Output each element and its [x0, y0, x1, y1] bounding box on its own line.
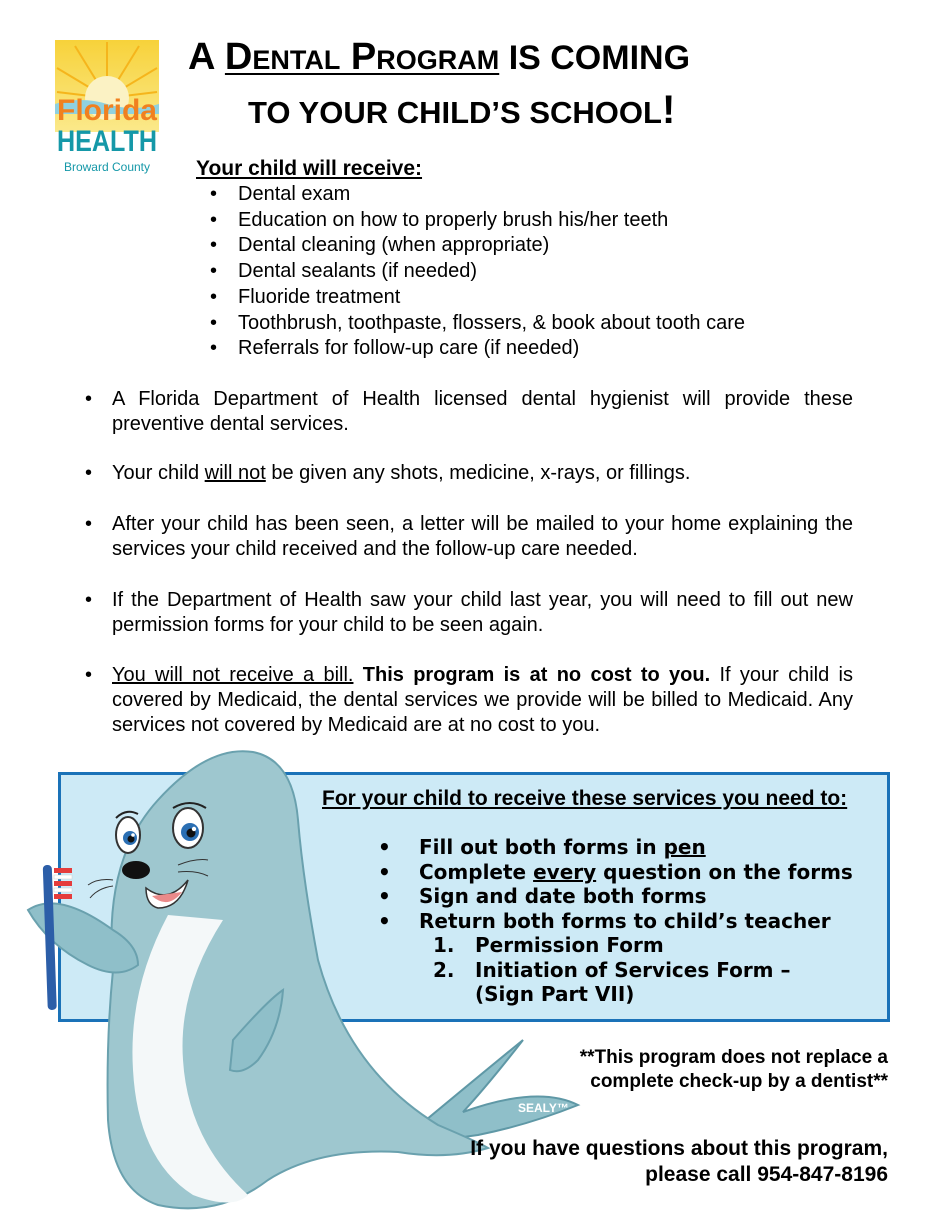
sealy-label: SEALY™: [518, 1101, 569, 1115]
title-a: A: [188, 36, 216, 78]
info-last-year: [85, 588, 853, 638]
instructions-heading: For your child to receive these services you need to:: [322, 787, 848, 810]
list-item: • Referrals for follow-up care (if needed): [210, 336, 745, 362]
contact-line: If you have questions about this program,: [470, 1137, 888, 1160]
step-text: question on the forms: [596, 859, 853, 884]
step-text: Fill out both forms in: [419, 835, 664, 859]
disclaimer-note: [580, 1046, 888, 1094]
info-no-bill: [85, 663, 853, 738]
form-number: 1.: [433, 933, 455, 957]
step-every: every: [533, 859, 597, 884]
info-text: [112, 663, 853, 738]
info-no-bill-underlined: You will not receive a bill.: [112, 664, 354, 686]
list-item: • Fluoride treatment: [210, 285, 745, 311]
info-text-part: Your child: [112, 462, 205, 484]
bullet-icon: •: [85, 589, 93, 611]
info-letter: [85, 512, 853, 562]
form-note: (Sign Part VII): [475, 982, 635, 1007]
step-item: • Sign and date both forms: [378, 884, 853, 909]
form-name: Initiation of Services Form –: [475, 957, 791, 982]
title-is-coming: IS COMING: [508, 39, 691, 77]
list-item: • Dental cleaning (when appropriate): [210, 233, 745, 259]
florida-health-logo: [55, 40, 159, 176]
form-number: 2.: [433, 957, 455, 982]
seal-nose: [122, 861, 150, 879]
receive-heading: Your child will receive:: [196, 157, 423, 180]
note-line: complete check-up by a dentist**: [590, 1071, 888, 1092]
info-text: If the Department of Health saw your child last year, you will need to fill out new permission forms for your child to be seen again.: [112, 589, 853, 636]
contact-info: [470, 1136, 888, 1188]
logo-word-florida: Florida: [57, 94, 158, 127]
list-item: • Education on how to properly brush his/her teeth: [210, 208, 745, 234]
info-text-part: If your child is covered by Medicaid, the dental services we provide will be billed to Medicaid. Any services not covered by Medicaid are at no cost to you.: [112, 664, 853, 736]
list-item: • Dental sealants (if needed): [210, 259, 745, 285]
page-title-line-1: [188, 36, 690, 79]
info-text: A Florida Department of Health licensed dental hygienist will provide these preventive dental services.: [112, 388, 853, 435]
step-text: Complete: [419, 859, 534, 884]
title-to-school: TO YOUR CHILD’S SCHOOL: [248, 95, 662, 130]
logo-county: Broward County: [63, 160, 151, 174]
info-hygienist: [85, 387, 853, 437]
list-item: • Toothbrush, toothpaste, flossers, & book about tooth care: [210, 311, 745, 337]
logo-word-health: HEALTH: [57, 125, 157, 158]
bullet-icon: •: [85, 513, 93, 535]
bullet-icon: •: [85, 462, 93, 484]
info-no-cost-bold: This program is at no cost to you.: [362, 664, 711, 686]
receive-list: [210, 182, 745, 362]
info-no-shots: [85, 461, 853, 486]
info-text-part: be given any shots, medicine, x-rays, or fillings.: [265, 462, 691, 484]
title-exclamation: !: [661, 88, 676, 132]
contact-phone: please call 954-847-8196: [645, 1163, 888, 1186]
list-item: • Dental exam: [210, 182, 745, 208]
step-pen: pen: [663, 835, 706, 859]
form-name: Permission Form: [475, 933, 664, 957]
step-item: • Return both forms to child’s teacher: [378, 909, 853, 934]
bullet-icon: •: [85, 388, 93, 410]
info-will-not: will not: [204, 462, 266, 484]
bullet-icon: •: [85, 664, 93, 686]
page-title-line-2: [248, 88, 675, 133]
info-text: After your child has been seen, a letter will be mailed to your home explaining the services your child received and the follow-up care needed.: [112, 513, 853, 560]
title-dental-program: Dental Program: [224, 36, 500, 78]
info-text: [112, 461, 853, 486]
note-line: **This program does not replace a: [579, 1047, 888, 1068]
